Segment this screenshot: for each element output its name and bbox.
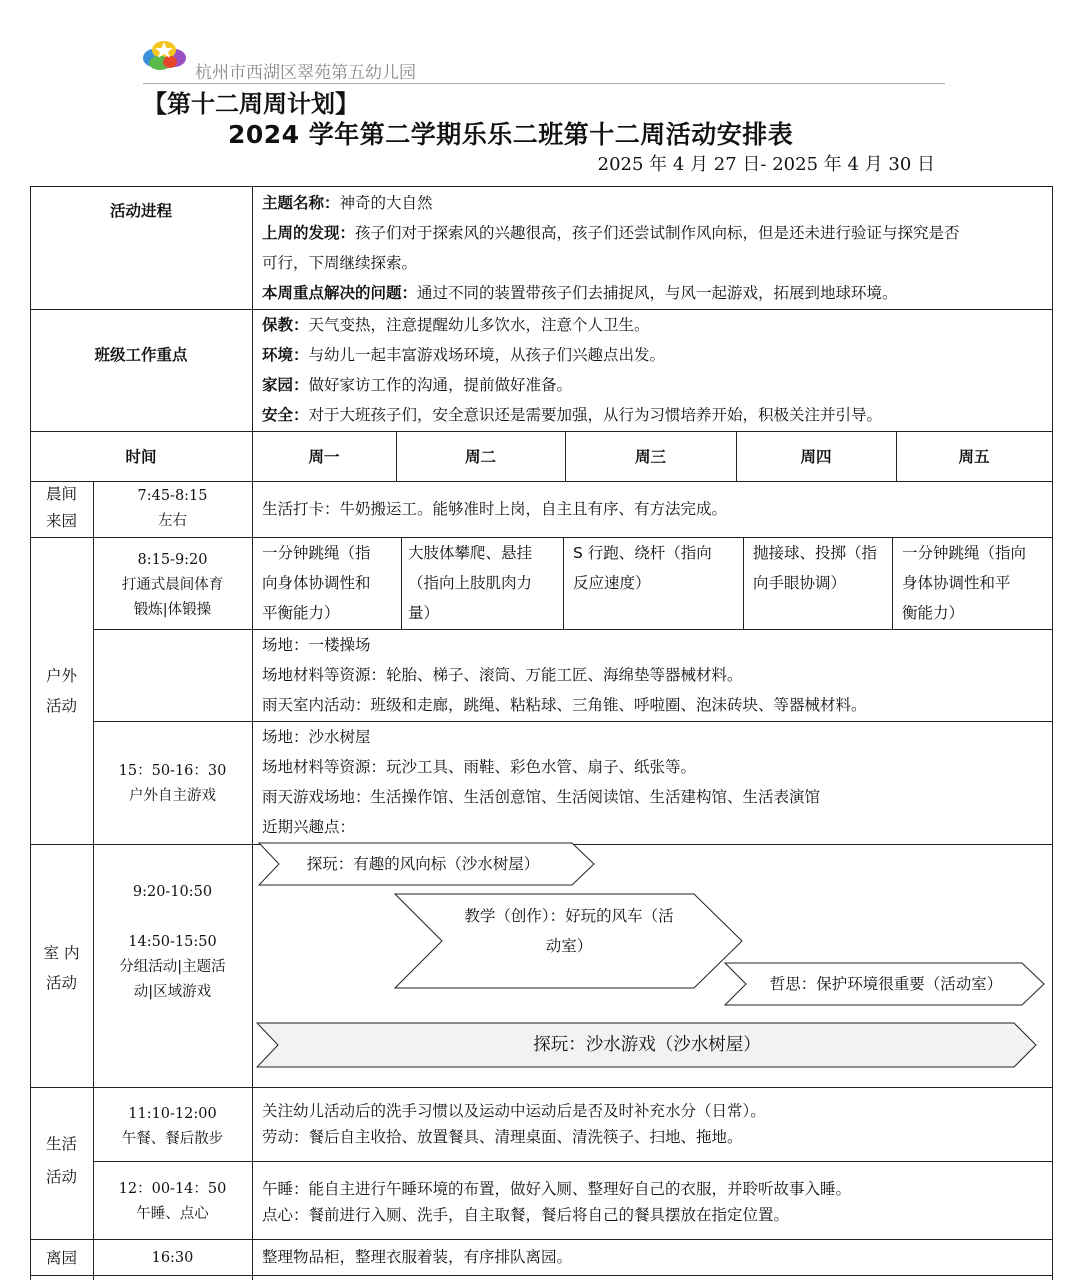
pe-line: 反应速度）	[573, 574, 651, 592]
arrow-text: 探玩：有趣的风向标（沙水树屋）	[306, 855, 540, 873]
field-line: 场地：沙水树屋	[262, 728, 371, 746]
safety-value: 对于大班孩子们，安全意识还是需要加强，从行为习惯培养开始，积极关注并引导。	[308, 406, 883, 424]
life-label	[30, 1128, 93, 1194]
lunch-line: 关注幼儿活动后的洗手习惯以及运动中运动后是否及时补充水分（日常）。	[262, 1102, 766, 1120]
pe-line: 量）	[408, 604, 440, 622]
outdoor-label	[30, 661, 93, 721]
progress-content	[262, 188, 1047, 308]
day-header-wed: 周三	[634, 448, 666, 466]
morning-content: 生活打卡：牛奶搬运工。能够准时上岗，自主且有序、有方法完成。	[262, 500, 728, 518]
leave-content: 整理物品柜，整理衣服着装，有序排队离园。	[262, 1248, 573, 1266]
pe-wednesday	[563, 538, 743, 598]
lunch-time-line: 午餐、餐后散步	[121, 1131, 224, 1147]
nap-line: 点心：餐前进行入厕、洗手，自主取餐，餐后将自己的餐具摆放在指定位置。	[262, 1206, 790, 1224]
day-header-fri: 周五	[958, 448, 990, 466]
care-label: 保教：	[262, 316, 309, 334]
activity-arrow	[724, 962, 1046, 1006]
free-time-line: 15：50-16：30	[118, 763, 227, 779]
finding-value-cont: 可行，下周继续探索。	[262, 254, 418, 272]
date-range: 2025 年 4 月 27 日- 2025 年 4 月 30 日	[597, 154, 935, 175]
arrow-text-line: 教学（创作）：好玩的风车（活	[464, 907, 674, 925]
pe-line: 平衡能力）	[262, 604, 340, 622]
pe-thursday	[743, 538, 892, 598]
pe-friday	[892, 538, 1052, 628]
pe-line: 一分钟跳绳（指	[262, 544, 371, 562]
morning-time-line: 左右	[158, 513, 187, 529]
env-label: 环境：	[262, 346, 309, 364]
morning-label-line: 来园	[45, 512, 77, 530]
row-divider	[30, 1275, 1053, 1276]
pe-line: 向手眼协调）	[753, 574, 847, 592]
rain-line: 雨天游戏场地：生活操作馆、生活创意馆、生活阅读馆、生活建构馆、生活表演馆	[262, 788, 821, 806]
pe-line: S 行跑、绕杆（指向	[573, 544, 712, 562]
pe-line: 一分钟跳绳（指向	[902, 544, 1027, 562]
school-name: 杭州市西湖区翠苑第五幼儿园	[195, 63, 416, 83]
day-header-tue: 周二	[464, 448, 496, 466]
activity-arrow	[256, 1022, 1038, 1068]
activity-arrow	[258, 842, 596, 886]
leave-time: 16:30	[151, 1250, 194, 1266]
pe-line: 向身体协调性和	[262, 574, 371, 592]
outdoor-label-line: 活动	[45, 697, 77, 715]
morning-label-line: 晨间	[45, 485, 77, 503]
pe-monday	[252, 538, 401, 628]
day-header-thu: 周四	[800, 448, 832, 466]
focus-content	[262, 310, 1047, 430]
life-label-line: 活动	[45, 1168, 77, 1186]
row-divider	[30, 481, 1053, 482]
pe-tuesday	[401, 538, 563, 628]
pe-time	[93, 548, 252, 623]
pe-time-line: 锻炼|体锻操	[133, 602, 212, 618]
arrow-text	[449, 901, 689, 961]
focus-label: 班级工作重点	[94, 346, 188, 364]
care-value: 天气变热，注意提醒幼儿多饮水，注意个人卫生。	[308, 316, 650, 334]
nap-content	[262, 1176, 1047, 1228]
theme-label: 主题名称：	[262, 194, 340, 212]
leave-label: 离园	[45, 1249, 77, 1267]
row-divider	[93, 1161, 1053, 1162]
outdoor-field-1	[262, 630, 1047, 720]
lunch-line: 劳动：餐后自主收拾、放置餐具、清理桌面、清洗筷子、扫地、拖地。	[262, 1128, 743, 1146]
school-logo	[140, 36, 190, 76]
interest-line: 近期兴趣点：	[262, 818, 356, 836]
indoor-time-line: 9:20-10:50	[132, 884, 213, 900]
finding-label: 上周的发现：	[262, 224, 356, 242]
nap-line: 午睡：能自主进行午睡环境的布置，做好入厕、整理好自己的衣服，并聆听故事入睡。	[262, 1180, 852, 1198]
pe-line: 衡能力）	[902, 604, 965, 622]
lunch-time	[93, 1102, 252, 1152]
pe-time-line: 打通式晨间体育	[121, 577, 224, 593]
indoor-label	[30, 938, 93, 998]
table-border	[30, 186, 1053, 187]
nap-time-line: 12：00-14：50	[118, 1181, 227, 1197]
indoor-time	[93, 880, 252, 1005]
morning-label	[30, 481, 93, 535]
free-play-time	[93, 759, 252, 809]
lunch-content	[262, 1098, 1047, 1150]
pe-time-line: 8:15-9:20	[137, 552, 208, 568]
life-label-line: 生活	[45, 1135, 77, 1153]
day-header-mon: 周一	[308, 448, 340, 466]
problem-label: 本周重点解决的问题：	[262, 284, 418, 302]
rain-line: 雨天室内活动：班级和走廊，跳绳、粘粘球、三角锥、呼啦圈、泡沫砖块、等器械材料。	[262, 696, 867, 714]
activity-arrow	[394, 893, 744, 989]
table-border	[1052, 186, 1053, 1280]
home-value: 做好家访工作的沟通，提前做好准备。	[308, 376, 573, 394]
page-title: 2024 学年第二学期乐乐二班第十二周活动安排表	[228, 120, 794, 149]
column-divider	[252, 186, 253, 1280]
field-line: 场地：一楼操场	[262, 636, 371, 654]
schedule-table	[30, 186, 1053, 1280]
indoor-time-line: 14:50-15:50	[128, 934, 217, 950]
morning-time-line: 7:45-8:15	[137, 488, 208, 504]
material-line: 场地材料等资源：轮胎、梯子、滚筒、万能工匠、海绵垫等器械材料。	[262, 666, 743, 684]
indoor-time-line: 分组活动|主题活	[119, 959, 226, 975]
indoor-time-line: 动|区域游戏	[133, 984, 212, 1000]
finding-value: 孩子们对于探索风的兴趣很高，孩子们还尝试制作风向标，但是还未进行验证与探究是否	[355, 224, 960, 242]
plan-tag: 【第十二周周计划】	[143, 90, 359, 118]
safety-label: 安全：	[262, 406, 309, 424]
lunch-time-line: 11:10-12:00	[128, 1106, 217, 1122]
pe-line: （指向上肢肌肉力	[408, 574, 533, 592]
indoor-label-line: 活动	[45, 974, 77, 992]
morning-time	[93, 484, 252, 534]
home-label: 家园：	[262, 376, 309, 394]
row-divider	[30, 431, 1053, 432]
nap-time	[93, 1177, 252, 1227]
time-header: 时间	[125, 448, 157, 466]
problem-value: 通过不同的装置带孩子们去捕捉风，与风一起游戏，拓展到地球环境。	[417, 284, 898, 302]
env-value: 与幼儿一起丰富游戏场环境，从孩子们兴趣点出发。	[308, 346, 666, 364]
indoor-label-line: 室 内	[43, 944, 80, 962]
progress-label: 活动进程	[109, 202, 172, 220]
row-divider	[30, 1087, 1053, 1088]
theme-value: 神奇的大自然	[339, 194, 433, 212]
free-time-line: 户外自主游戏	[129, 788, 216, 804]
outdoor-field-2	[262, 722, 1047, 842]
arrow-text: 哲思：保护环境很重要（活动室）	[769, 975, 1003, 993]
outdoor-label-line: 户外	[45, 667, 77, 685]
arrow-text-line: 动室）	[545, 937, 593, 955]
pe-line: 抛接球、投掷（指	[753, 544, 878, 562]
arrow-text: 探玩：沙水游戏（沙水树屋）	[533, 1035, 761, 1055]
row-divider	[30, 1239, 1053, 1240]
pe-line: 身体协调性和平	[902, 574, 1011, 592]
nap-time-line: 午睡、点心	[136, 1206, 209, 1222]
material-line: 场地材料等资源：玩沙工具、雨鞋、彩色水管、扇子、纸张等。	[262, 758, 697, 776]
pe-line: 大肢体攀爬、悬挂	[408, 544, 533, 562]
spacer	[93, 905, 252, 930]
